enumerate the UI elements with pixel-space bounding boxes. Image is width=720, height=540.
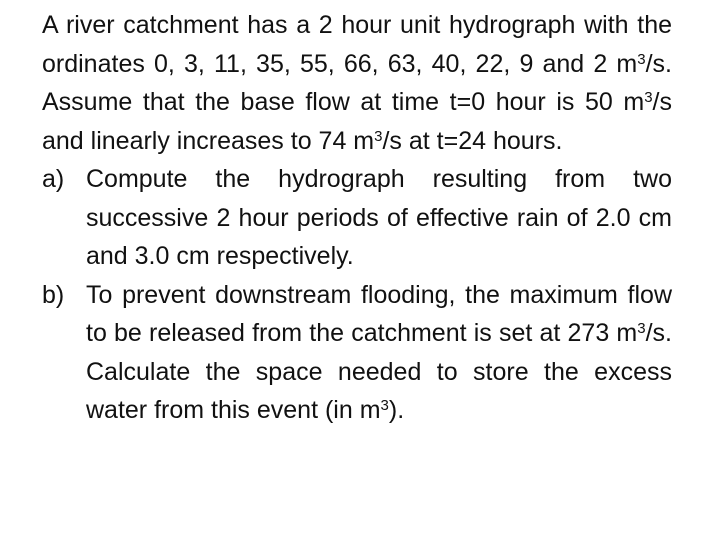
problem-intro [42,6,672,160]
intro-text-3: /s and linearly increases to 74 m [42,88,672,155]
intro-text-4: /s at t=24 hours. [382,126,563,155]
part-b-text-3: ). [388,396,405,424]
part-a-marker: a) [42,165,65,193]
part-b-text-1: To prevent downstream flooding, the maximum flow to be released from the catchment is set at 273 m [86,280,672,347]
cubic-superscript: 3 [374,127,383,145]
intro-text-2: /s. Assume that the base flow at time t=0 hour is 50 m [42,49,672,116]
part-a-text: Compute the hydrograph resulting from two successive 2 hour periods of effective rain of 2.0 cm and 3.0 cm respectively. [86,165,672,270]
part-b-marker: b) [42,280,65,309]
cubic-superscript: 3 [637,319,646,337]
question-part-b [42,276,672,430]
part-b-text-2: /s. Calculate the space needed to store the excess water from this event (in m [86,319,672,424]
cubic-superscript: 3 [637,50,646,68]
cubic-superscript: 3 [380,396,389,414]
intro-text-1: A river catchment has a 2 hour unit hydrograph with the ordinates 0, 3, 11, 35, 55, 66, 63, 40, 22, 9 and 2 m [42,11,672,78]
question-part-a [42,160,672,276]
cubic-superscript: 3 [644,88,653,106]
